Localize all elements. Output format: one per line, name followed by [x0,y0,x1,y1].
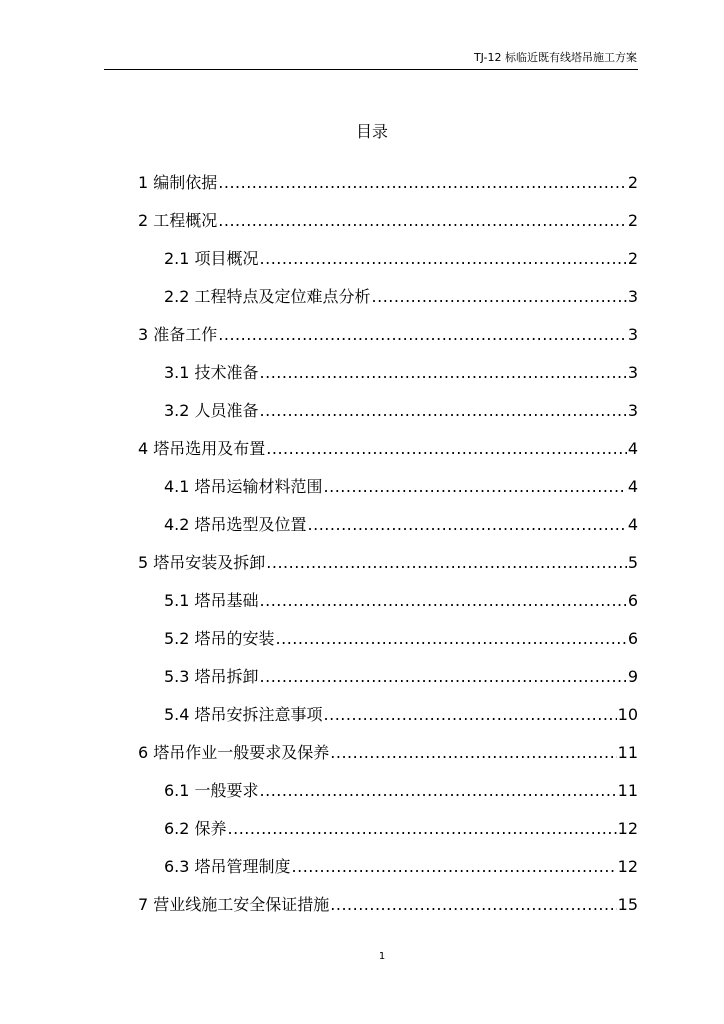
toc-dot-leader [372,286,627,308]
toc-entry-page: 2 [627,173,638,192]
toc-entry-page: 4 [627,439,638,458]
toc-entry-label: 6 塔吊作业一般要求及保养 [138,743,330,762]
toc-entry-label: 5.3 塔吊拆卸 [164,667,259,686]
toc-entry-page: 2 [627,249,638,268]
toc-entry[interactable] [138,210,638,232]
toc-entry-page: 4 [627,477,638,496]
toc-entry-page: 11 [617,743,638,762]
toc-entry-label: 5 塔吊安装及拆卸 [138,553,266,572]
toc-dot-leader [260,400,627,422]
page-number: 1 [378,951,386,962]
toc-entry-label: 6.2 保养 [164,819,227,838]
toc-entry-page: 2 [627,211,638,230]
toc-entry-label: 3 准备工作 [138,325,218,344]
toc-entry-label: 3.1 技术准备 [164,363,259,382]
toc-entry-page: 11 [617,781,638,800]
toc-entry-page: 5 [627,553,638,572]
toc-entry[interactable] [164,666,638,688]
toc-entry[interactable] [164,590,638,612]
toc-entry[interactable] [164,818,638,840]
toc-dot-leader [228,818,617,840]
toc-entry-page: 15 [617,895,638,914]
toc-entry[interactable] [138,894,638,916]
toc-entry[interactable] [138,172,638,194]
toc-dot-leader [260,780,617,802]
toc-dot-leader [308,514,627,536]
toc-entry-page: 6 [627,629,638,648]
toc-entry[interactable] [164,248,638,270]
toc-entry[interactable] [164,780,638,802]
toc-title: 目录 [355,122,388,141]
toc-entry-page: 3 [627,325,638,344]
toc-dot-leader [260,666,627,688]
toc-entry-page: 6 [627,591,638,610]
toc-entry[interactable] [138,438,638,460]
toc-entry-page: 3 [627,363,638,382]
toc-entry-label: 5.1 塔吊基础 [164,591,259,610]
toc-dot-leader [266,438,627,460]
toc-entry-label: 6.1 一般要求 [164,781,259,800]
toc-entry[interactable] [164,286,638,308]
toc-entry-label: 3.2 人员准备 [164,401,259,420]
toc-entry-label: 7 营业线施工安全保证措施 [138,895,330,914]
toc-dot-leader [260,248,627,270]
toc-entry-label: 4 塔吊选用及布置 [138,439,266,458]
toc-dot-leader [276,628,627,650]
toc-dot-leader [218,210,627,232]
toc-dot-leader [266,552,627,574]
toc-dot-leader [324,476,627,498]
toc-entry-page: 3 [627,287,638,306]
toc-entry[interactable] [138,742,638,764]
toc-entry-page: 9 [627,667,638,686]
toc-entry-label: 5.2 塔吊的安装 [164,629,275,648]
toc-entry-label: 2 工程概况 [138,211,218,230]
toc-dot-leader [292,856,617,878]
toc-entry-label: 6.3 塔吊管理制度 [164,857,291,876]
toc-dot-leader [330,894,616,916]
toc-entry-label: 4.1 塔吊运输材料范围 [164,477,323,496]
toc-dot-leader [218,172,627,194]
toc-dot-leader [324,704,617,726]
toc-entry[interactable] [164,400,638,422]
toc-dot-leader [218,324,627,346]
toc-entry-page: 4 [627,515,638,534]
toc-dot-leader [260,362,627,384]
toc-entry-page: 10 [617,705,638,724]
toc-entry-label: 2.1 项目概况 [164,249,259,268]
toc-entry-page: 3 [627,401,638,420]
page-header-title: TJ-12 标临近既有线塔吊施工方案 [473,51,637,64]
toc-entry[interactable] [164,476,638,498]
toc-entry-label: 2.2 工程特点及定位难点分析 [164,287,371,306]
toc-entry[interactable] [138,324,638,346]
toc-entry-label: 5.4 塔吊安拆注意事项 [164,705,323,724]
toc-entry-label: 4.2 塔吊选型及位置 [164,515,307,534]
toc-entry[interactable] [164,856,638,878]
toc-dot-leader [260,590,627,612]
toc-entry[interactable] [164,628,638,650]
toc-entry[interactable] [164,514,638,536]
toc-dot-leader [330,742,616,764]
toc-entry-page: 12 [617,857,638,876]
toc-entry[interactable] [164,362,638,384]
toc-entry-label: 1 编制依据 [138,173,218,192]
toc-entry[interactable] [138,552,638,574]
toc-entry-page: 12 [617,819,638,838]
toc-entry[interactable] [164,704,638,726]
